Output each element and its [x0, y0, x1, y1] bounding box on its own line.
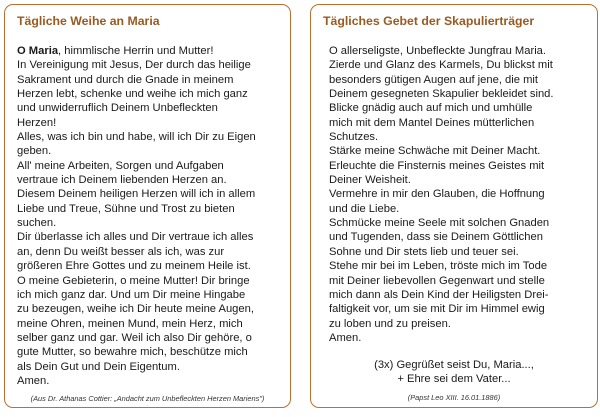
consecration-text [17, 44, 286, 388]
consecration-card [4, 4, 291, 408]
opening-bold-text: O Maria [17, 45, 59, 57]
additional-prayers [311, 358, 597, 387]
scapular-prayer-title: Tägliches Gebet der Skapulierträger [323, 14, 535, 28]
glory-be-line: + Ehre sei dem Vater... [397, 373, 511, 386]
consecration-title: Tägliche Weihe an Maria [17, 14, 160, 28]
consecration-source: (Aus Dr. Athanas Cottier: „Andacht zum Unbefleckten Herzen Mariens") [30, 394, 265, 403]
scapular-prayer-source: (Papst Leo XIII. 16.01.1886) [407, 393, 501, 402]
scapular-prayer-text: O allerseligste, Unbefleckte Jungfrau Maria. Zierde und Glanz des Karmels, Du blickst mit besonders gütigen Augen auf jene, die mit Deinem gesegneten Skapulier bekleidet sind. Blicke gnädig auch auf mich und umhülle mich mit dem Mantel Deines mütterlichen Schutzes. Stärke meine Schwäche mit Deiner Macht. Erleuchte die Finsternis meines Geistes mit Deiner Weisheit. Vermehre in mir den Glauben, die Hoffnung und die Liebe. Schmücke meine Seele mit solchen Gnaden und Tugenden, dass sie Deinem Göttlichen Sohne und Dir stets lieb und teuer sei. Stehe mir bei im Leben, tröste mich im Tode mit Deiner liebevollen Gegenwart und stelle mich dann als Dein Kind der Heiligsten Drei- faltigkeit vor, um sie mit Dir im Himmel ewig zu loben und zu preisen. Amen. [329, 45, 554, 344]
hail-mary-line: (3x) Gegrüßet seist Du, Maria..., [374, 359, 534, 371]
scapular-prayer-card [310, 4, 598, 408]
opening-rest-text: , himmlische Herrin und Mutter! [58, 45, 214, 57]
consecration-body: In Vereinigung mit Jesus, Der durch das heilige Sakrament und durch die Gnade in meinem Herzen lebt, schenke und weihe ich mich ganz und unwiderruflich Deinem Unbefleckten Herzen! Alles, was ich bin und habe, will ich Dir zu Eigen geben. All' meine Arbeiten, Sorgen und Aufgaben vertraue ich Deinem liebenden Herzen an. Diesem Deinem heiligen Herzen will ich in allem Liebe und Treue, Sühne und Trost zu bieten suchen. Dir überlasse ich alles und Dir vertraue ich alles an, denn Du weißt besser als ich, was zur größeren Ehre Gottes und zu meinem Heile ist. O meine Gebieterin, o meine Mutter! Dir bringe ich mich ganz dar. Und um Dir meine Hingabe zu bezeugen, weihe ich Dir heute meine Augen, meine Ohren, meinen Mund, mein Herz, mich selber ganz und gar. Weil ich also Dir gehöre, o gute Mutter, so bewahre mich, beschütze mich als Dein Gut und Dein Eigentum. Amen. [17, 59, 256, 387]
